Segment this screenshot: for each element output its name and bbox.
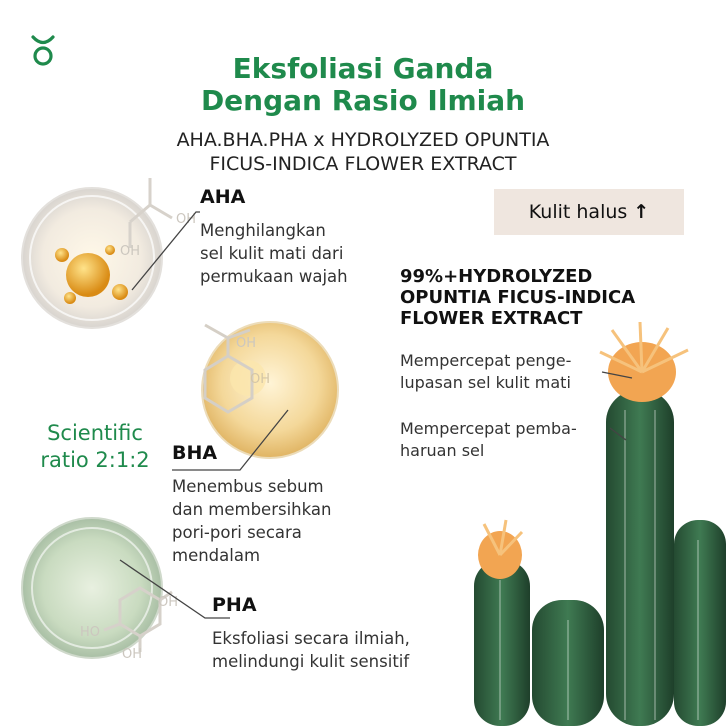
pha-oh-label-2: OH <box>122 647 143 662</box>
page-title-line1: Eksfoliasi Ganda <box>232 52 494 85</box>
bha-oh-label: OH <box>236 336 257 351</box>
scientific-ratio-text: Scientific ratio 2:1:2 <box>40 421 150 472</box>
bha-label: BHA <box>172 442 218 464</box>
page-title-line2: Dengan Rasio Ilmiah <box>200 84 526 117</box>
aha-bubble-image <box>22 178 172 328</box>
bha-bubble-image <box>202 322 338 458</box>
extract-title: 99%+HYDROLYZED OPUNTIA FICUS-INDICA FLOWER EXTRACT <box>400 266 636 329</box>
aha-oh-label: OH <box>120 244 141 259</box>
subtitle-line2: FICUS-INDICA FLOWER EXTRACT <box>209 153 517 175</box>
bha-description: Menembus sebum dan membersihkan pori-pori secara mendalam <box>172 477 332 565</box>
subtitle-line1: AHA.BHA.PHA x HYDROLYZED OPUNTIA <box>176 129 550 151</box>
pha-oh-label: OH <box>158 595 179 610</box>
badge-label: Kulit halus <box>528 201 628 223</box>
pha-ho-label: HO <box>80 625 101 640</box>
aha-description: Menghilangkan sel kulit mati dari permukaan wajah <box>200 221 348 286</box>
bha-oh-label-2: OH <box>250 372 271 387</box>
arrow-up-icon: ↑ <box>633 201 650 223</box>
pha-label: PHA <box>212 594 257 616</box>
aha-oh-label-2: OH <box>176 212 197 227</box>
pha-description: Eksfoliasi secara ilmiah, melindungi kulit sensitif <box>212 629 410 671</box>
aha-label: AHA <box>200 186 246 208</box>
extract-point-2: Mempercepat pemba- haruan sel <box>400 419 577 460</box>
smooth-skin-badge <box>494 189 684 235</box>
extract-point-1: Mempercepat penge- lupasan sel kulit mati <box>400 351 572 392</box>
